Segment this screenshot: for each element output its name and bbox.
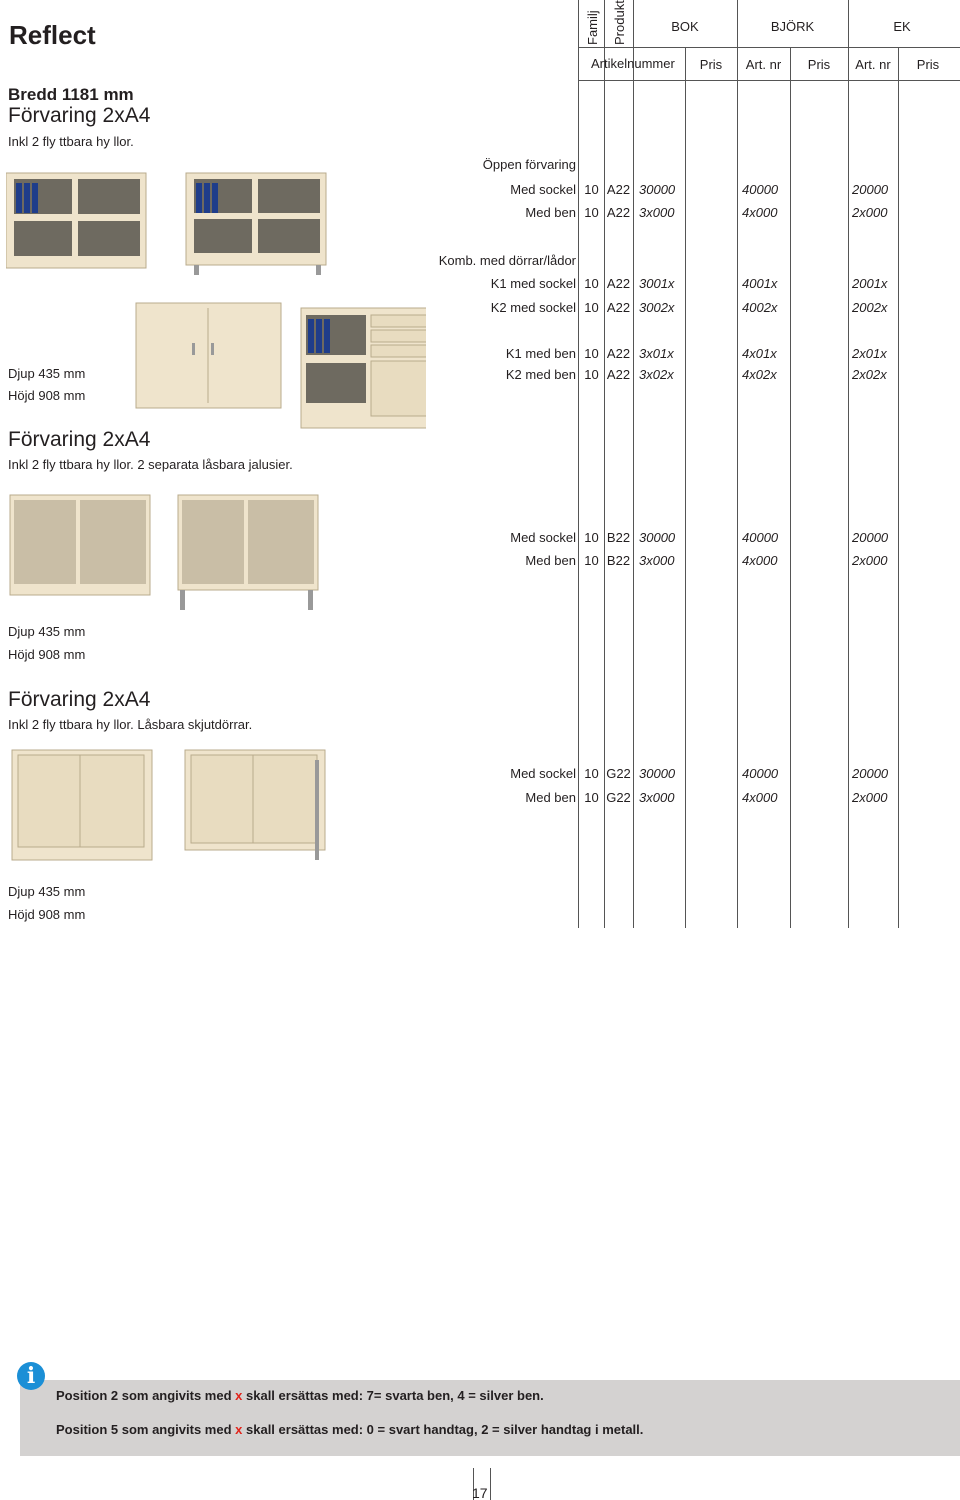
row-label: K2 med sockel <box>490 300 576 315</box>
section1-title: Förvaring 2xA4 <box>8 104 151 127</box>
row-bjork-artnr: 4x01x <box>742 346 777 361</box>
row-familj: 10 <box>584 530 599 545</box>
row-produkt: G22 <box>606 766 631 781</box>
row-bjork-artnr: 40000 <box>742 182 779 197</box>
row-bjork-artnr: 4002x <box>742 300 778 315</box>
header-pris-bok: Pris <box>699 57 723 72</box>
header-produkt: Produkt <box>612 0 627 45</box>
group-komb: Komb. med dörrar/lådor <box>438 253 576 268</box>
row-familj: 10 <box>584 182 599 197</box>
info-icon: i <box>17 1362 45 1390</box>
row-familj: 10 <box>584 346 599 361</box>
row-bok-artnr: 30000 <box>639 182 676 197</box>
bjork-inner-line <box>790 47 791 928</box>
group-oppen: Öppen förvaring <box>482 157 576 172</box>
row-bjork-artnr: 4x000 <box>742 205 778 220</box>
section2-subtitle: Inkl 2 fly ttbara hy llor. 2 separata låsbara jalusier. <box>8 457 293 472</box>
table-left-line <box>578 0 579 928</box>
row-familj: 10 <box>584 553 599 568</box>
width-label: Bredd 1181 mm <box>8 85 134 104</box>
header-bottom-line <box>578 80 960 81</box>
row-bok-artnr: 3001x <box>639 276 675 291</box>
section1-product-images <box>6 163 426 438</box>
row-ek-artnr: 2001x <box>852 276 888 291</box>
row-produkt: A22 <box>606 300 631 315</box>
row-label: Med ben <box>525 205 576 220</box>
row-label: K2 med ben <box>505 367 576 382</box>
row-ek-artnr: 20000 <box>852 182 889 197</box>
row-bok-artnr: 3x000 <box>639 790 675 805</box>
section1-depth: Djup 435 mm <box>8 366 86 381</box>
row-bjork-artnr: 4x02x <box>742 367 777 382</box>
section3-depth: Djup 435 mm <box>8 884 86 899</box>
row-label: K1 med ben <box>505 346 576 361</box>
bjork-col-line <box>848 0 849 928</box>
row-ek-artnr: 2002x <box>852 300 888 315</box>
row-bjork-artnr: 40000 <box>742 766 779 781</box>
open-shelf-socket-image <box>6 173 146 268</box>
row-familj: 10 <box>584 367 599 382</box>
row-familj: 10 <box>584 766 599 781</box>
note-2-after: skall ersättas med: 0 = svart handtag, 2 = silver handtag i metall. <box>242 1422 644 1437</box>
row-produkt: A22 <box>606 346 631 361</box>
note-2 <box>56 1422 643 1437</box>
row-label: Med ben <box>525 553 576 568</box>
bok-inner-line <box>685 47 686 928</box>
note-1-before: Position 2 som angivits med <box>56 1388 236 1403</box>
note-2-marker: x <box>235 1422 243 1437</box>
row-ek-artnr: 2x000 <box>852 205 888 220</box>
header-familj: Familj <box>585 10 600 45</box>
section1-subtitle: Inkl 2 fly ttbara hy llor. <box>8 134 134 149</box>
row-label: Med ben <box>525 790 576 805</box>
section2-height: Höjd 908 mm <box>8 647 86 662</box>
brand-title: Reflect <box>9 20 96 50</box>
row-familj: 10 <box>584 205 599 220</box>
note-1-marker: x <box>235 1388 243 1403</box>
row-produkt: A22 <box>606 276 631 291</box>
note-2-before: Position 5 som angivits med <box>56 1422 236 1437</box>
door-cabinet-image <box>136 303 281 408</box>
section3-height: Höjd 908 mm <box>8 907 86 922</box>
row-produkt: A22 <box>606 367 631 382</box>
row-bok-artnr: 3x01x <box>639 346 674 361</box>
header-artikelnummer: Artikelnummer <box>591 56 675 71</box>
header-pris-ek: Pris <box>916 57 940 72</box>
row-bok-artnr: 30000 <box>639 766 676 781</box>
produkt-col-line <box>633 0 634 928</box>
header-bjork: BJÖRK <box>770 19 815 34</box>
note-1 <box>56 1388 544 1403</box>
section2-depth: Djup 435 mm <box>8 624 86 639</box>
open-shelf-legs-image <box>186 173 326 275</box>
row-bok-artnr: 3x000 <box>639 553 675 568</box>
ek-inner-line <box>898 47 899 928</box>
bok-col-line <box>737 0 738 928</box>
section3-subtitle: Inkl 2 fly ttbara hy llor. Låsbara skjutdörrar. <box>8 717 253 732</box>
row-produkt: A22 <box>606 182 631 197</box>
row-produkt: G22 <box>606 790 631 805</box>
note-1-after: skall ersättas med: 7= svarta ben, 4 = silver ben. <box>242 1388 544 1403</box>
row-label: Med sockel <box>510 766 576 781</box>
header-ek: EK <box>893 19 911 34</box>
row-ek-artnr: 2x000 <box>852 790 888 805</box>
section2-jalousie-images <box>8 490 328 615</box>
row-produkt: A22 <box>606 205 631 220</box>
section3-title: Förvaring 2xA4 <box>8 688 151 711</box>
row-familj: 10 <box>584 276 599 291</box>
row-bjork-artnr: 40000 <box>742 530 779 545</box>
row-ek-artnr: 2x01x <box>852 346 887 361</box>
section3-sliding-door-images <box>10 745 340 870</box>
row-ek-artnr: 20000 <box>852 530 889 545</box>
familj-col-line <box>604 0 605 928</box>
page-number-right-line <box>490 1468 491 1500</box>
row-ek-artnr: 2x000 <box>852 553 888 568</box>
row-ek-artnr: 2x02x <box>852 367 887 382</box>
drawer-cabinet-image <box>301 308 426 428</box>
row-ek-artnr: 20000 <box>852 766 889 781</box>
page-number: 17 <box>472 1485 488 1500</box>
row-bok-artnr: 3x000 <box>639 205 675 220</box>
header-pris-bjork: Pris <box>807 57 831 72</box>
row-bjork-artnr: 4001x <box>742 276 778 291</box>
row-label: Med sockel <box>510 530 576 545</box>
row-bjork-artnr: 4x000 <box>742 553 778 568</box>
row-familj: 10 <box>584 790 599 805</box>
header-artnr-ek: Art. nr <box>855 57 891 72</box>
section2-title: Förvaring 2xA4 <box>8 428 151 451</box>
row-bok-artnr: 30000 <box>639 530 676 545</box>
header-artnr-bjork: Art. nr <box>745 57 782 72</box>
row-familj: 10 <box>584 300 599 315</box>
row-label: Med sockel <box>510 182 576 197</box>
section1-height: Höjd 908 mm <box>8 388 86 403</box>
row-label: K1 med sockel <box>490 276 576 291</box>
row-produkt: B22 <box>606 553 631 568</box>
header-bok: BOK <box>671 19 699 34</box>
row-produkt: B22 <box>606 530 631 545</box>
row-bok-artnr: 3x02x <box>639 367 674 382</box>
row-bok-artnr: 3002x <box>639 300 675 315</box>
row-bjork-artnr: 4x000 <box>742 790 778 805</box>
header-divider <box>578 47 960 48</box>
